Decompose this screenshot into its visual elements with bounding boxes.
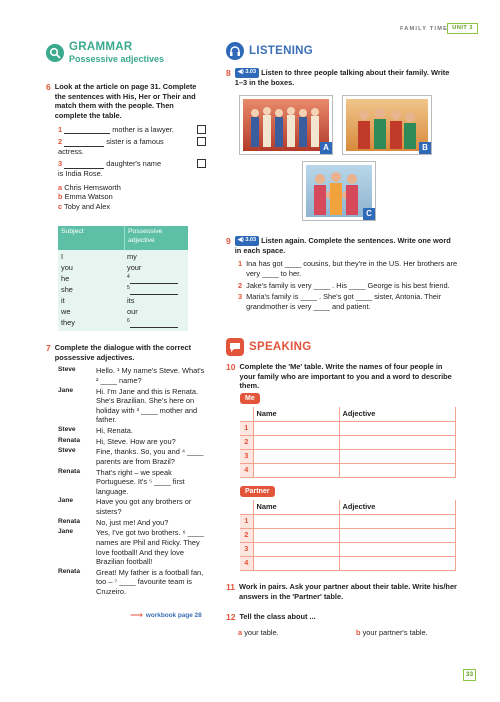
list-item: 1 mother is a lawyer. — [58, 125, 206, 135]
family-photo-c — [303, 162, 375, 220]
listening-title: LISTENING — [249, 44, 314, 57]
exercise-number: 7 — [46, 343, 51, 353]
list-item: 2 Jake's family is very ____ . His ____ George is his best friend. — [238, 280, 450, 290]
partner-table — [240, 500, 456, 571]
me-table — [240, 407, 456, 478]
option-a: a your table. — [238, 628, 279, 637]
partner-tag: Partner — [240, 486, 275, 497]
table-cell[interactable] — [339, 528, 456, 542]
grammar-heading — [46, 40, 164, 66]
unit-badge: UNIT 3 — [447, 23, 478, 34]
magnifier-icon — [46, 44, 64, 62]
answer-blank[interactable] — [64, 126, 110, 134]
me-tag: Me — [240, 393, 260, 404]
dialogue — [58, 366, 208, 597]
table-cell[interactable] — [253, 556, 339, 570]
table-row: 4 — [240, 463, 456, 477]
dialogue-line: Renata No, just me! And you? — [58, 517, 169, 527]
exercise-10: 10 Complete the 'Me' table. Write the names of four people in your family who are important to you and a word to describe them. — [226, 362, 452, 391]
table-row: 2 — [240, 435, 456, 449]
exercise-9: 9 ◀) 3.03 Listen again. Complete the sentences. Write one word in each space. 1 Ina has got ____ cousins, but they're in the US. Her brothers are very ____ to her. 2 Jake's family is very ____ . His ____ George is his best friend. 3 Maria's family is ____ . She's got ____ sister, Antonia. Their grandmother is very ____ and patient. — [226, 236, 458, 311]
exercise-7 — [46, 343, 208, 598]
table-cell[interactable] — [339, 449, 456, 463]
answer-blank[interactable] — [130, 276, 178, 284]
dialogue-line: Jane Yes, I've got two brothers. ⁶ ____ names are Phil and Ricky. They love football! And they love Brazilian football! — [58, 528, 205, 567]
workbook-link[interactable]: ⟶ workbook page 28 — [130, 610, 202, 620]
table-row: Name Adjective — [240, 500, 456, 514]
list-item: 3 daughter's name is India Rose. — [58, 159, 206, 178]
list-item: 1 Ina has got ____ cousins, but they're in the US. Her brothers are very ____ to her. — [238, 259, 458, 278]
answer-box[interactable] — [197, 159, 206, 168]
dialogue-line: Renata That's right – we speak Portuguese. It's ⁵ ____ first language. — [58, 467, 185, 496]
dialogue-line: Steve Hello. ¹ My name's Steve. What's ² ____ name? — [58, 366, 205, 385]
table-cell[interactable] — [253, 421, 339, 435]
arrow-right-icon: ⟶ — [130, 610, 143, 620]
table-cell[interactable] — [339, 542, 456, 556]
answer-blank[interactable] — [130, 320, 178, 328]
table-row: they $^6$ — [58, 318, 188, 329]
table-row: we our — [61, 307, 138, 316]
dialogue-line: Jane Hi. I'm Jane and this is Renata. She's Brazilian. She's here on holiday with ³ ____ mother and father. — [58, 386, 199, 425]
table-cell[interactable] — [339, 421, 456, 435]
audio-track-button[interactable]: ◀) 3.03 — [235, 68, 259, 77]
table-cell[interactable] — [253, 463, 339, 477]
table-cell[interactable] — [253, 528, 339, 542]
table-cell[interactable] — [253, 542, 339, 556]
table-cell[interactable] — [253, 514, 339, 528]
possessive-table — [58, 226, 188, 331]
table-row: 4 — [240, 556, 456, 570]
table-row: 3 — [240, 449, 456, 463]
listening-heading — [226, 42, 313, 60]
exercise-6 — [46, 82, 206, 212]
audio-track-button[interactable]: ◀) 3.03 — [235, 236, 259, 245]
answer-blank[interactable] — [64, 139, 104, 147]
exercise-number: 6 — [46, 82, 51, 92]
list-item: 3 Maria's family is ____ . She's got ____ sister, Antonia. Their grandmother is very ____ and patient. — [238, 292, 442, 311]
option-b: b your partner's table. — [356, 628, 428, 637]
grammar-subtitle: Possessive adjectives — [69, 53, 165, 64]
dialogue-line: Steve Hi, Renata. — [58, 426, 133, 435]
table-row: I my — [61, 252, 137, 261]
table-row: it its — [61, 296, 135, 305]
table-row: 1 — [240, 514, 456, 528]
page-number: 33 — [463, 669, 476, 681]
table-cell[interactable] — [339, 463, 456, 477]
table-row: 1 — [240, 421, 456, 435]
answer-blank[interactable] — [130, 287, 178, 295]
table-row: Name Adjective — [240, 407, 456, 421]
table-cell[interactable] — [339, 556, 456, 570]
table-row: 3 — [240, 542, 456, 556]
family-photo-a — [240, 96, 332, 154]
exercise-instruction: Look at the article on page 31. Complete the sentences with His, Her or Their and match them with the people. Then complete the table. — [54, 82, 197, 120]
exercise-11: 11 Work in pairs. Ask your partner about their table. Write his/her answers in the 'Partner' table. — [226, 582, 457, 601]
table-row: you your — [61, 263, 142, 272]
family-photo-b — [343, 96, 431, 154]
dialogue-line: Jane Have you got any brothers or sisters? — [58, 497, 192, 516]
answer-box[interactable] — [197, 125, 206, 134]
table-header: Subject Possessive adjective — [58, 226, 188, 250]
people-list: a Chris Hemsworth b Emma Watson c Toby and Alex — [58, 182, 121, 211]
speaking-heading — [226, 338, 311, 356]
table-row: 2 — [240, 528, 456, 542]
exercise-8: 8 ◀) 3.03 Listen to three people talking about their family. Write 1–3 in the boxes. — [226, 68, 450, 87]
table-cell[interactable] — [253, 449, 339, 463]
table-cell[interactable] — [339, 435, 456, 449]
photo-label: C — [363, 208, 375, 220]
exercise-12: 12 Tell the class about ... — [226, 612, 316, 622]
dialogue-line: Renata Hi, Steve. How are you? — [58, 436, 176, 446]
speaking-title: SPEAKING — [249, 340, 312, 353]
table-cell[interactable] — [339, 514, 456, 528]
table-cell[interactable] — [253, 435, 339, 449]
dialogue-line: Steve Fine, thanks. So, you and ⁴ ____ parents are from Brazil? — [58, 447, 204, 466]
answer-blank[interactable] — [64, 161, 104, 169]
table-row: she $^5$ — [58, 285, 188, 296]
answer-box[interactable] — [197, 137, 206, 146]
photo-label: A — [320, 142, 332, 154]
list-item: 2 sister is a famous actress. — [58, 137, 206, 156]
dialogue-line: Renata Great! My father is a football fan, too – ⁷ ____ favourite team is Cruzeiro. — [58, 567, 204, 596]
speech-bubble-icon — [226, 338, 244, 356]
table-row: he $^4$ — [58, 274, 188, 285]
photo-label: B — [419, 142, 431, 154]
section-header: FAMILY TIME — [399, 26, 448, 32]
headphones-icon — [226, 42, 244, 60]
exercise-instruction: Complete the dialogue with the correct possessive adjectives. — [54, 343, 192, 362]
grammar-title: GRAMMAR — [69, 41, 133, 53]
